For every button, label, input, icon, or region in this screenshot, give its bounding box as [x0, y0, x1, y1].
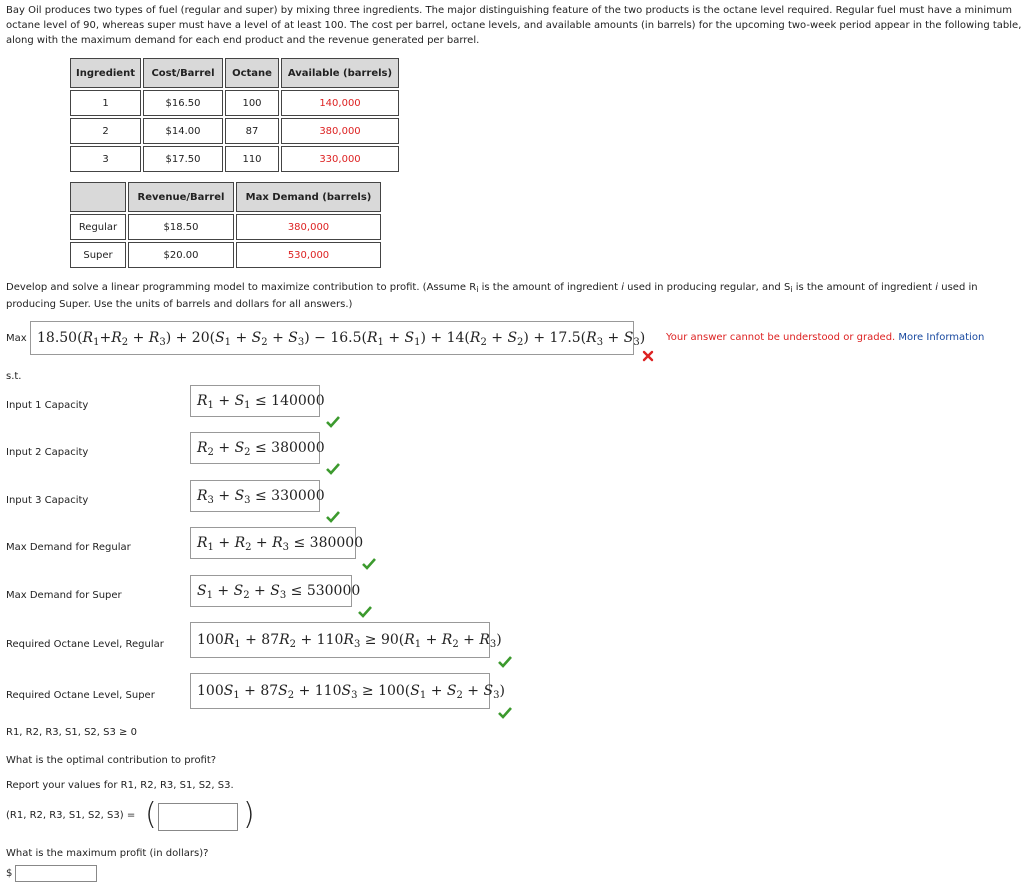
table-cell: $20.00 — [128, 242, 234, 268]
check-icon — [358, 606, 372, 618]
table-cell: 2 — [70, 118, 141, 144]
ingredients-table — [68, 56, 401, 174]
table-cell: $16.50 — [143, 90, 223, 116]
table-cell: 100 — [225, 90, 279, 116]
table-cell: 1 — [70, 90, 141, 116]
constraint-label: Input 1 Capacity — [6, 400, 89, 411]
table-header: Octane — [225, 58, 279, 88]
constraint-input-6[interactable]: $100R_1 + 87R_2 + 110R_3 \ge 90(R_1 + R_2 + R_3)$ — [190, 622, 490, 658]
table-cell: 3 — [70, 146, 141, 172]
table-cell: $14.00 — [143, 118, 223, 144]
max-profit-input[interactable] — [15, 865, 97, 882]
constraint-label: Required Octane Level, Super — [6, 690, 155, 701]
check-icon — [498, 707, 512, 719]
table-cell: 87 — [225, 118, 279, 144]
constraint-input-3[interactable]: $R_3 + S_3 \le 330000$ — [190, 480, 320, 512]
constraint-input-2[interactable]: $R_2 + S_2 \le 380000$ — [190, 432, 320, 464]
table-cell: 330,000 — [281, 146, 399, 172]
error-x-icon — [642, 350, 654, 362]
check-icon — [326, 463, 340, 475]
question-max-profit: What is the maximum profit (in dollars)? — [6, 848, 209, 859]
st-label: s.t. — [6, 371, 22, 382]
constraint-label: Required Octane Level, Regular — [6, 639, 164, 650]
close-paren: ) — [243, 797, 255, 832]
table-header: Max Demand (barrels) — [236, 182, 381, 212]
table-cell: 380,000 — [236, 214, 381, 240]
constraint-input-1[interactable]: $R_1 + S_1 \le 140000$ — [190, 385, 320, 417]
nonnegativity: R1, R2, R3, S1, S2, S3 ≥ 0 — [6, 727, 137, 738]
products-table — [68, 180, 383, 270]
objective-label: Max — [6, 333, 27, 344]
problem-statement: Bay Oil produces two types of fuel (regular and super) by mixing three ingredients. The major distinguishing feature of the two products is the octane level required. Regular fuel must have a minimum octane level of 90, whereas super must have a level of at least 100. The cost per barrel, octane levels, and available amounts (in barrels) for the upcoming two-week period appear in the following table, along with the maximum demand for each end product and the revenue generated per barrel. — [6, 5, 1022, 46]
check-icon — [326, 416, 340, 428]
values-tuple-input[interactable] — [158, 803, 238, 831]
table-header: Cost/Barrel — [143, 58, 223, 88]
check-icon — [362, 558, 376, 570]
table-header: Revenue/Barrel — [128, 182, 234, 212]
table-cell: 380,000 — [281, 118, 399, 144]
check-icon — [498, 656, 512, 668]
table-cell: 110 — [225, 146, 279, 172]
objective-input[interactable]: $18.50(R_1+R_2 + R_3) + 20(S_1 + S_2 + S_3) - 16.5(R_1 + S_1) + 14(R_2 + S_2) + 17.5(R_3 + S_3)$ — [30, 321, 634, 355]
constraint-input-7[interactable]: $100S_1 + 87S_2 + 110S_3 \ge 100(S_1 + S_2 + S_3)$ — [190, 673, 490, 709]
table-cell: 530,000 — [236, 242, 381, 268]
table-header — [70, 182, 126, 212]
table-cell: 140,000 — [281, 90, 399, 116]
constraint-input-5[interactable]: $S_1 + S_2 + S_3 \le 530000$ — [190, 575, 352, 607]
instructions: Develop and solve a linear programming model to maximize contribution to profit. (Assume $R_i$ is the amount of ingredient i used in producing regular, and $S_i$ is the amount of ingredient i used in producing Super. Use the units of barrels and dollars for all answers.) — [6, 282, 978, 310]
table-header: Ingredient — [70, 58, 141, 88]
question-optimal-contribution: What is the optimal contribution to profit? — [6, 755, 217, 766]
check-icon — [326, 511, 340, 523]
tuple-label: (R1, R2, R3, S1, S2, S3) = — [6, 810, 136, 821]
table-cell: $18.50 — [128, 214, 234, 240]
constraint-label: Input 2 Capacity — [6, 447, 89, 458]
table-cell: Regular — [70, 214, 126, 240]
constraint-label: Max Demand for Super — [6, 590, 122, 601]
more-information-link[interactable]: More Information — [898, 332, 985, 343]
error-message: Your answer cannot be understood or graded. More Information — [666, 332, 985, 343]
table-cell: Super — [70, 242, 126, 268]
constraint-input-4[interactable]: $R_1 + R_2 + R_3 \le 380000$ — [190, 527, 356, 559]
constraint-label: Max Demand for Regular — [6, 542, 131, 553]
question-report-values: Report your values for R1, R2, R3, S1, S2, S3. — [6, 780, 234, 791]
table-cell: $17.50 — [143, 146, 223, 172]
dollar-sign: $ — [6, 868, 13, 879]
table-header: Available (barrels) — [281, 58, 399, 88]
open-paren: ( — [145, 797, 157, 832]
constraint-label: Input 3 Capacity — [6, 495, 89, 506]
